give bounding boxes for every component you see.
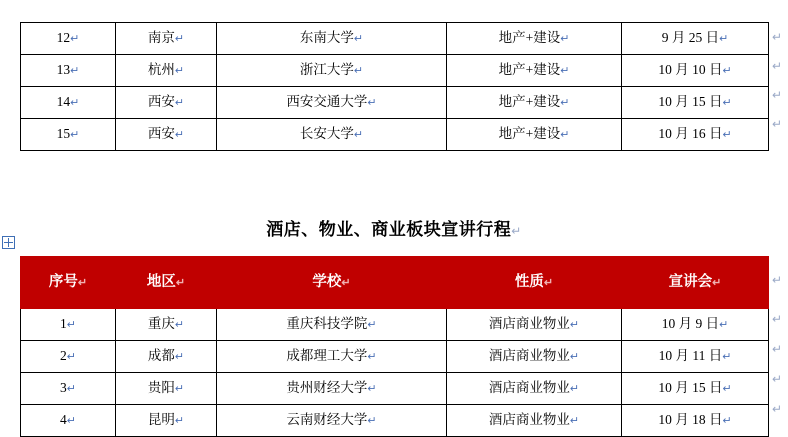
paragraph-mark: ↵	[367, 351, 377, 363]
paragraph-mark: ↵	[353, 65, 364, 77]
cell-type: 酒店商业物业↵	[447, 341, 622, 373]
table-row	[21, 405, 769, 437]
paragraph-mark: ↵	[70, 65, 80, 77]
cell-date: 10 月 9 日↵	[622, 309, 769, 341]
cell-date: 9 月 25 日↵	[622, 23, 769, 55]
paragraph-mark: ↵	[70, 97, 80, 109]
paragraph-mark: ↵	[543, 277, 554, 289]
paragraph-mark: ↵	[66, 351, 76, 363]
paragraph-mark: ↵	[66, 319, 76, 331]
paragraph-mark: ↵	[722, 383, 732, 395]
header-cell-no: 序号↵	[21, 257, 116, 309]
paragraph-mark: ↵	[569, 319, 580, 331]
table-body	[21, 257, 769, 437]
cell-no: 15↵	[21, 119, 116, 151]
cell-school: 浙江大学↵	[217, 55, 447, 87]
table-row	[21, 87, 769, 119]
cell-city: 西安↵	[116, 119, 217, 151]
paragraph-mark: ↵	[174, 351, 185, 363]
table-row	[21, 373, 769, 405]
cell-date: 10 月 10 日↵	[622, 55, 769, 87]
paragraph-mark: ↵	[353, 129, 364, 141]
paragraph-mark: ↵	[560, 33, 570, 45]
table-row	[21, 55, 769, 87]
paragraph-mark: ↵	[174, 33, 185, 45]
paragraph-mark: ↵	[772, 88, 783, 102]
paragraph-mark: ↵	[77, 277, 88, 289]
paragraph-mark: ↵	[66, 415, 76, 427]
paragraph-mark: ↵	[174, 415, 185, 427]
paragraph-mark: ↵	[174, 97, 185, 109]
paragraph-mark: ↵	[174, 383, 185, 395]
paragraph-mark: ↵	[772, 312, 783, 326]
paragraph-mark: ↵	[70, 33, 80, 45]
paragraph-mark: ↵	[175, 277, 186, 289]
cell-no: 3↵	[21, 373, 116, 405]
cell-city: 南京↵	[116, 23, 217, 55]
paragraph-mark: ↵	[772, 30, 783, 44]
cell-date: 10 月 16 日↵	[622, 119, 769, 151]
cell-school: 西安交通大学↵	[217, 87, 447, 119]
cell-no: 12↵	[21, 23, 116, 55]
header-cell-type: 性质↵	[447, 257, 622, 309]
paragraph-mark: ↵	[341, 277, 351, 289]
cell-type: 酒店商业物业↵	[447, 405, 622, 437]
cell-school: 东南大学↵	[217, 23, 447, 55]
cell-type: 地产+建设↵	[447, 23, 622, 55]
cell-city: 贵阳↵	[116, 373, 217, 405]
cell-city: 杭州↵	[116, 55, 217, 87]
paragraph-mark: ↵	[66, 383, 76, 395]
header-cell-date: 宣讲会↵	[622, 257, 769, 309]
paragraph-mark: ↵	[560, 65, 570, 77]
paragraph-mark: ↵	[722, 65, 732, 77]
paragraph-mark: ↵	[772, 59, 783, 73]
table-body	[21, 23, 769, 151]
cell-school: 长安大学↵	[217, 119, 447, 151]
cell-date: 10 月 18 日↵	[622, 405, 769, 437]
paragraph-mark: ↵	[772, 342, 783, 356]
cell-no: 2↵	[21, 341, 116, 373]
table-header-row	[21, 257, 769, 309]
paragraph-mark: ↵	[511, 224, 522, 238]
paragraph-mark: ↵	[70, 129, 80, 141]
cell-type: 地产+建设↵	[447, 87, 622, 119]
cell-city: 西安↵	[116, 87, 217, 119]
paragraph-mark: ↵	[722, 129, 732, 141]
paragraph-mark: ↵	[719, 319, 729, 331]
cell-school: 贵州财经大学↵	[217, 373, 447, 405]
cell-school: 云南财经大学↵	[217, 405, 447, 437]
schedule-table-continued	[20, 22, 769, 151]
cell-no: 13↵	[21, 55, 116, 87]
paragraph-mark: ↵	[722, 97, 732, 109]
paragraph-mark: ↵	[560, 97, 570, 109]
paragraph-mark: ↵	[719, 33, 729, 45]
cell-city: 成都↵	[116, 341, 217, 373]
paragraph-mark: ↵	[174, 129, 185, 141]
header-cell-city: 地区↵	[116, 257, 217, 309]
paragraph-mark: ↵	[772, 273, 783, 287]
table-row	[21, 341, 769, 373]
cell-no: 1↵	[21, 309, 116, 341]
cell-no: 4↵	[21, 405, 116, 437]
paragraph-mark: ↵	[722, 351, 732, 363]
cell-date: 10 月 15 日↵	[622, 87, 769, 119]
paragraph-mark: ↵	[174, 65, 185, 77]
paragraph-mark: ↵	[367, 415, 377, 427]
paragraph-mark: ↵	[569, 415, 580, 427]
cell-no: 14↵	[21, 87, 116, 119]
cell-city: 昆明↵	[116, 405, 217, 437]
paragraph-mark: ↵	[569, 383, 580, 395]
paragraph-mark: ↵	[712, 277, 722, 289]
paragraph-mark: ↵	[772, 372, 783, 386]
cell-type: 酒店商业物业↵	[447, 309, 622, 341]
table-row	[21, 23, 769, 55]
cell-school: 重庆科技学院↵	[217, 309, 447, 341]
paragraph-mark: ↵	[560, 129, 570, 141]
paragraph-mark: ↵	[569, 351, 580, 363]
section-heading-text: 酒店、物业、商业板块宣讲行程	[266, 220, 512, 239]
cell-type: 地产+建设↵	[447, 119, 622, 151]
header-cell-school: 学校↵	[217, 257, 447, 309]
cell-city: 重庆↵	[116, 309, 217, 341]
paragraph-mark: ↵	[722, 415, 732, 427]
paragraph-mark: ↵	[772, 402, 783, 416]
paragraph-mark: ↵	[367, 383, 377, 395]
paragraph-mark: ↵	[353, 33, 364, 45]
paragraph-mark: ↵	[367, 319, 377, 331]
section-heading	[0, 215, 788, 240]
cell-school: 成都理工大学↵	[217, 341, 447, 373]
anchor-icon[interactable]	[2, 236, 15, 249]
paragraph-mark: ↵	[772, 117, 783, 131]
cell-date: 10 月 15 日↵	[622, 373, 769, 405]
hotel-property-commercial-schedule-table	[20, 256, 769, 437]
paragraph-mark: ↵	[367, 97, 377, 109]
paragraph-mark: ↵	[174, 319, 185, 331]
table-row	[21, 119, 769, 151]
cell-date: 10 月 11 日↵	[622, 341, 769, 373]
table-row	[21, 309, 769, 341]
cell-type: 酒店商业物业↵	[447, 373, 622, 405]
cell-type: 地产+建设↵	[447, 55, 622, 87]
